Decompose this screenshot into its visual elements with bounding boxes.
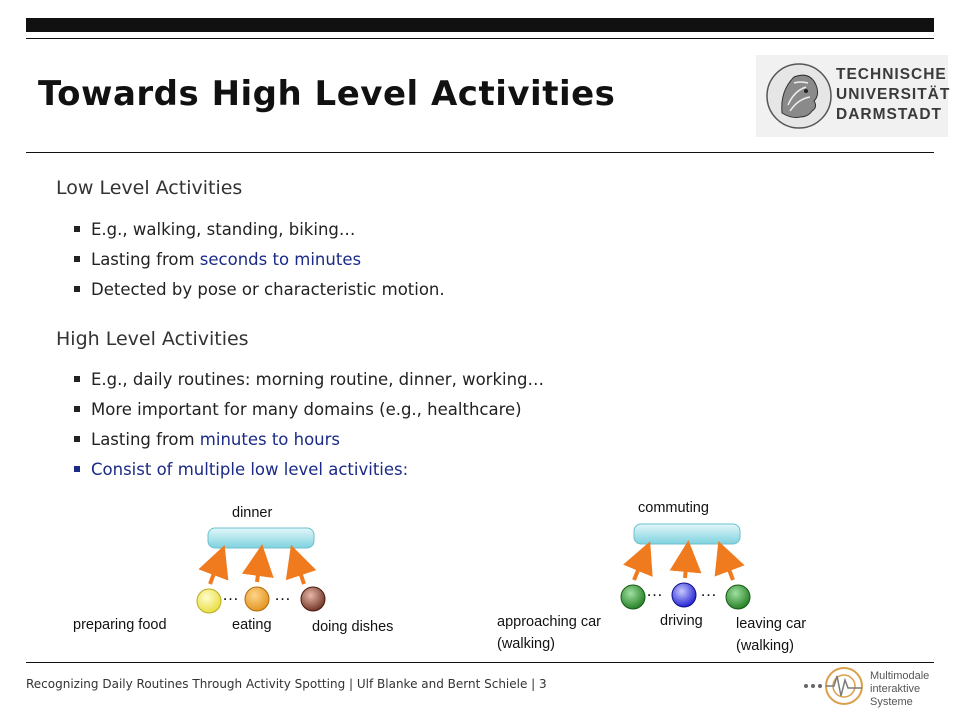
low-bullet-2-highlight: seconds to minutes [199, 250, 362, 269]
dinner-ellipsis-2: … [274, 585, 291, 604]
label-leaving-car-line-1: leaving car [736, 616, 807, 632]
dinner-label: dinner [232, 505, 273, 521]
commuting-label: commuting [638, 500, 709, 516]
low-bullet-2-prefix: Lasting from [91, 250, 200, 269]
high-bullet-3-highlight: minutes to hours [199, 430, 341, 449]
athena-head-icon [764, 61, 834, 131]
footer-rule [26, 662, 934, 663]
high-bullet-3-prefix: Lasting from [91, 430, 200, 449]
node-driving [672, 583, 696, 607]
high-bullet-4-text: Consist of multiple low level activities: [91, 460, 409, 479]
dinner-bar [208, 528, 314, 548]
mm-logo-line-1: Multimodale [870, 670, 930, 682]
bullet-square-icon [74, 466, 80, 472]
label-eating: eating [232, 617, 272, 633]
bullet-square-icon [74, 226, 80, 232]
commuting-ellipsis-1: … [646, 581, 663, 600]
commuting-ellipsis-2: … [700, 581, 717, 600]
label-driving: driving [660, 613, 703, 629]
low-bullet-3-text: Detected by pose or characteristic motion. [91, 280, 445, 299]
low-level-heading: Low Level Activities [56, 177, 243, 199]
top-rule-thin [26, 38, 934, 39]
high-bullet-1-text: E.g., daily routines: morning routine, dinner, working… [91, 370, 545, 389]
top-rule-thick [26, 18, 934, 32]
dinner-ellipsis-1: … [222, 585, 239, 604]
label-doing-dishes: doing dishes [312, 619, 394, 635]
node-preparing-food [197, 589, 221, 613]
high-level-heading: High Level Activities [56, 328, 249, 350]
tu-darmstadt-logo [756, 55, 951, 137]
mm-logo-icon [800, 658, 866, 714]
low-bullet-3 [74, 280, 445, 299]
mm-logo-line-3: Systeme [870, 696, 913, 708]
bullet-square-icon [74, 286, 80, 292]
tud-logo-line-1: TECHNISCHE [836, 66, 947, 83]
arrow-eating [257, 560, 260, 582]
high-bullet-4 [74, 460, 408, 479]
high-bullet-2 [74, 400, 522, 419]
header-separator [26, 152, 934, 153]
bullet-square-icon [74, 406, 80, 412]
high-bullet-3 [74, 430, 340, 449]
arrow-approaching-car [634, 556, 644, 580]
arrow-driving [685, 556, 687, 578]
tud-logo-line-3: DARMSTADT [836, 106, 943, 123]
low-bullet-1 [74, 220, 355, 239]
bullet-square-icon [74, 376, 80, 382]
label-leaving-car [736, 613, 806, 657]
node-doing-dishes [301, 587, 325, 611]
label-preparing-food: preparing food [73, 617, 167, 633]
mm-logo-line-2: interaktive [870, 683, 921, 695]
slide-title: Towards High Level Activities [38, 74, 616, 114]
tud-logo-line-2: UNIVERSITÄT [836, 86, 951, 103]
label-approaching-car [497, 611, 601, 655]
high-bullet-1 [74, 370, 544, 389]
footer-text: Recognizing Daily Routines Through Activity Spotting | Ulf Blanke and Bernt Schiele | 3 [26, 677, 547, 691]
low-bullet-1-text: E.g., walking, standing, biking… [91, 220, 356, 239]
label-leaving-car-line-2: (walking) [736, 638, 795, 654]
label-approaching-car-line-2: (walking) [497, 636, 556, 652]
arrow-preparing-food [210, 560, 219, 584]
node-leaving-car [726, 585, 750, 609]
label-approaching-car-line-1: approaching car [497, 614, 601, 630]
arrow-doing-dishes [296, 560, 304, 584]
multimodal-systems-logo [800, 658, 950, 714]
high-bullet-2-text: More important for many domains (e.g., healthcare) [91, 400, 522, 419]
bullet-square-icon [74, 256, 80, 262]
bullet-square-icon [74, 436, 80, 442]
arrow-leaving-car [724, 556, 733, 580]
node-eating [245, 587, 269, 611]
node-approaching-car [621, 585, 645, 609]
low-bullet-2 [74, 250, 361, 269]
commuting-bar [634, 524, 740, 544]
